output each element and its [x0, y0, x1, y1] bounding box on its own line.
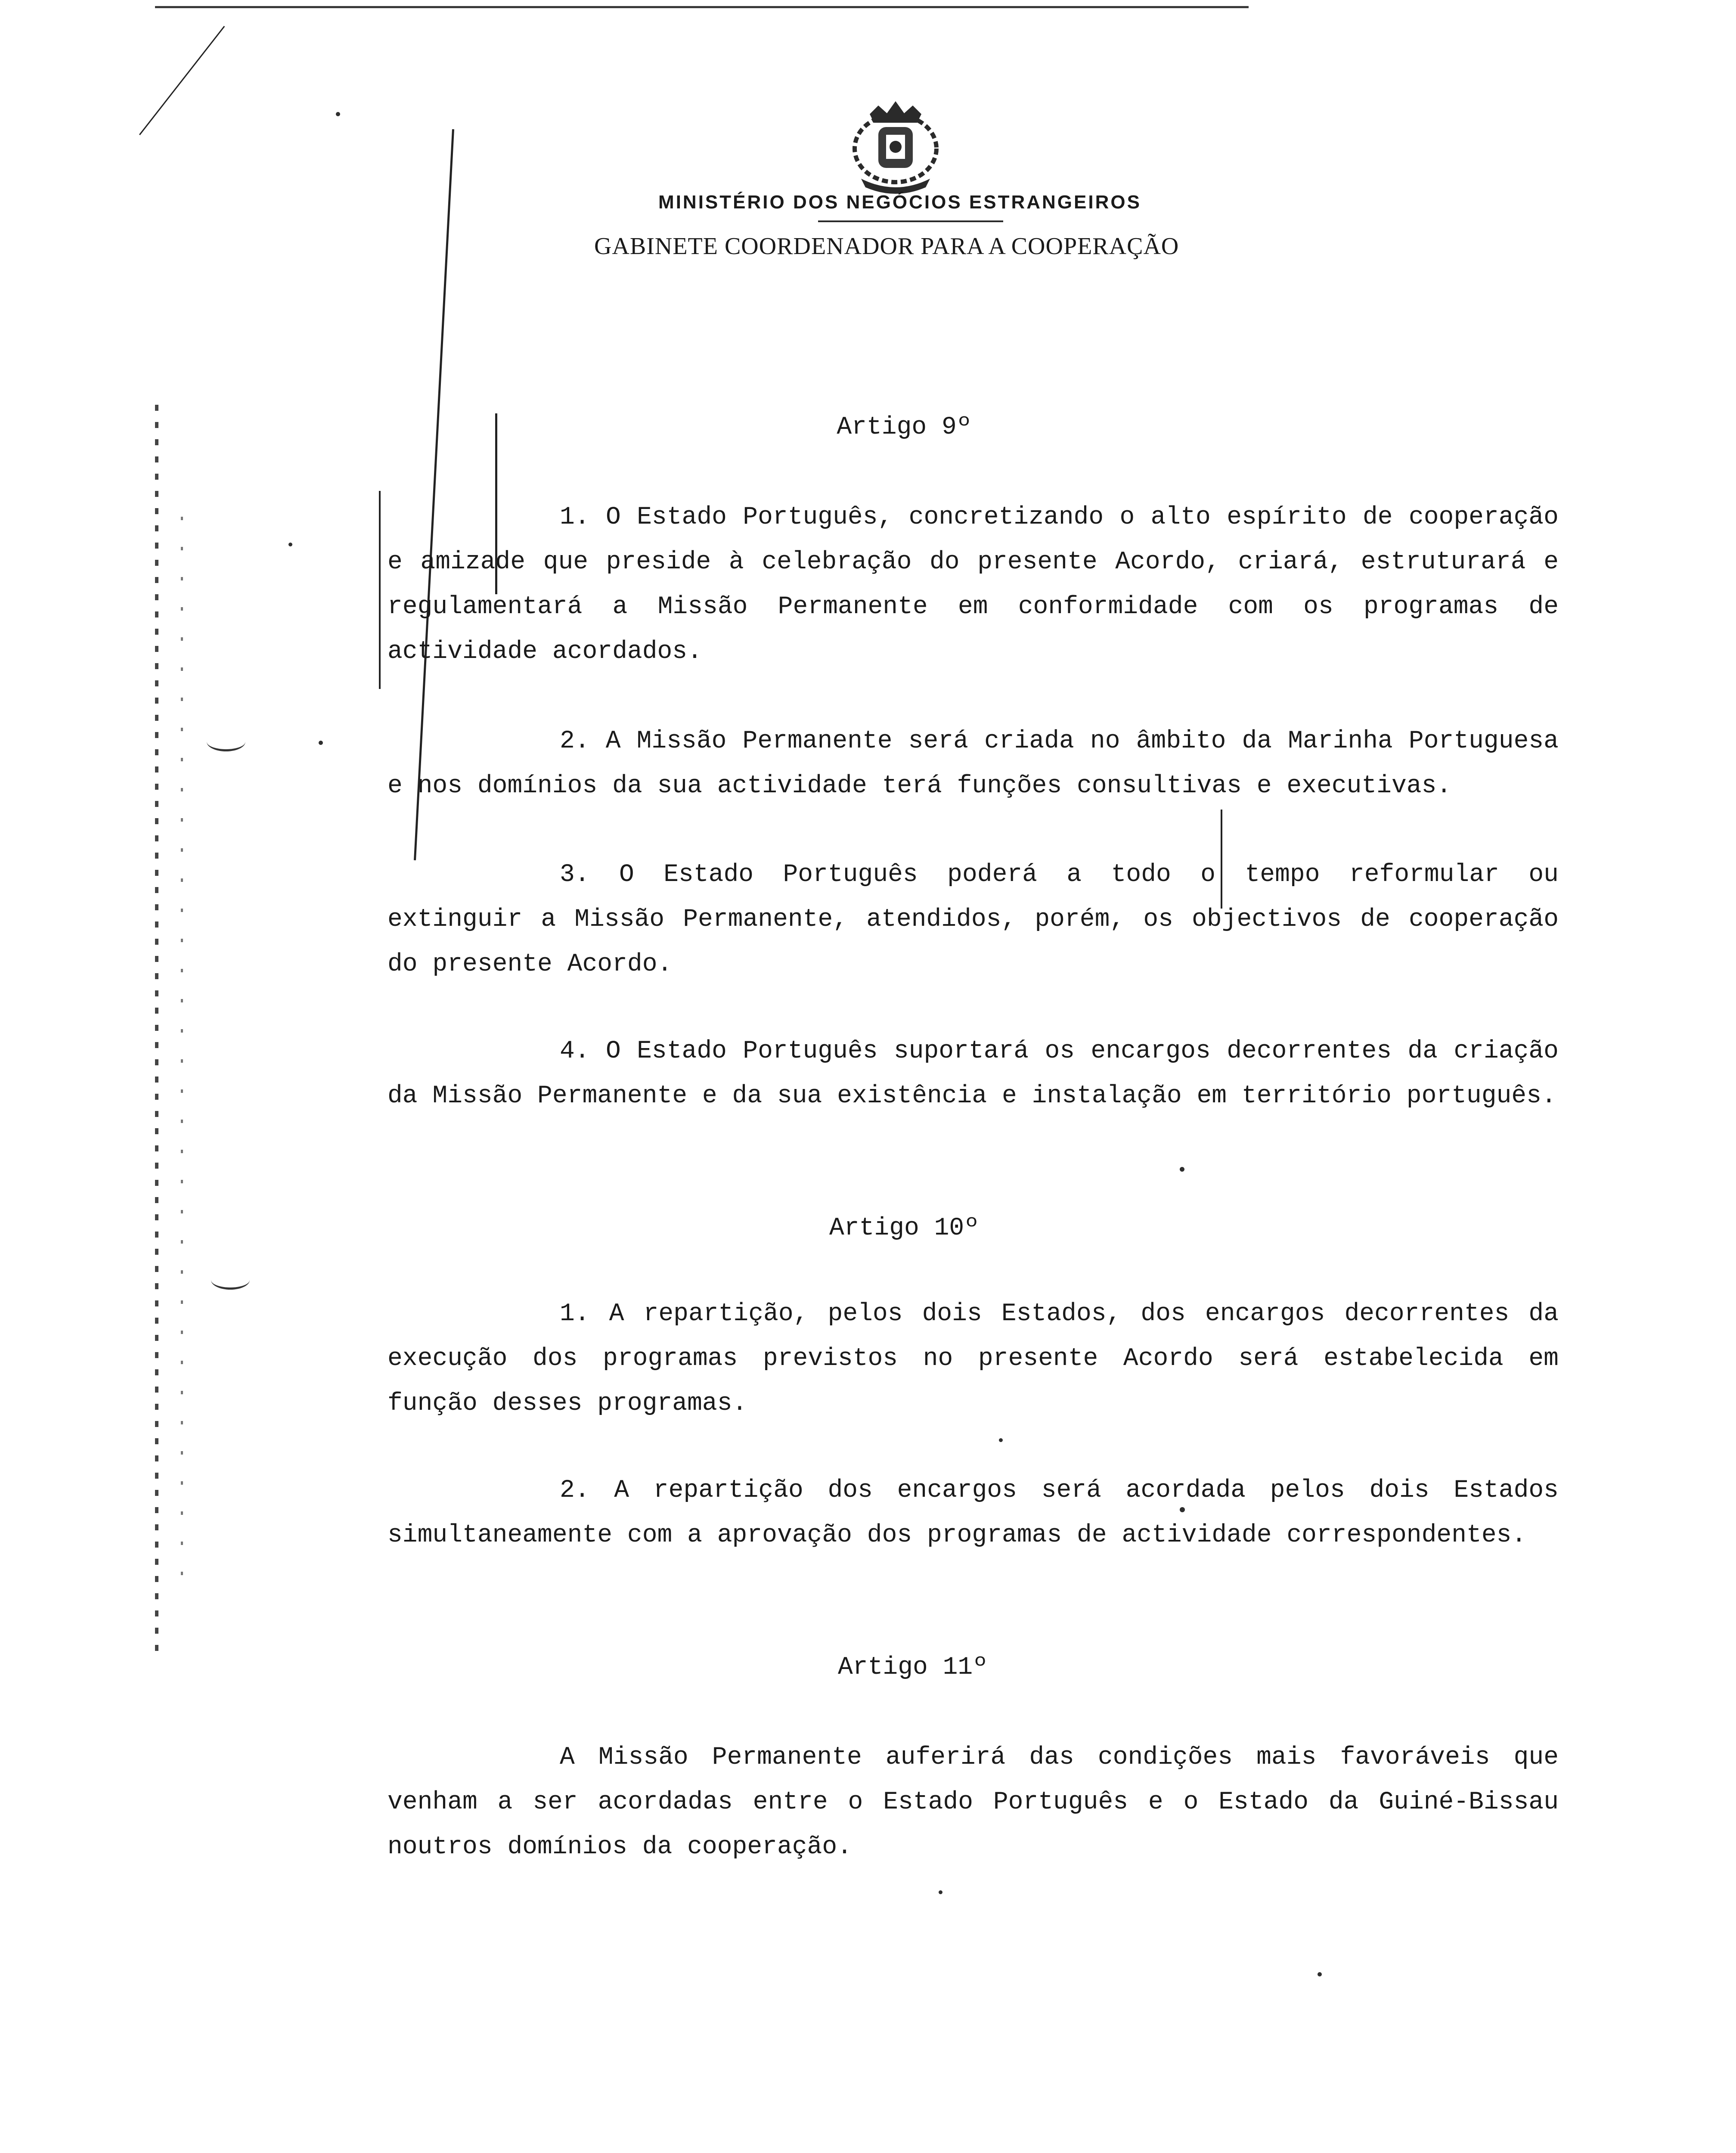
margin-bracket-line — [379, 491, 381, 689]
dust-speck — [1318, 1972, 1322, 1976]
article-11-heading: Artigo 11º — [837, 1654, 988, 1681]
corner-scratch-line — [139, 26, 225, 135]
margin-arc-mark — [207, 732, 245, 751]
dust-speck — [999, 1438, 1003, 1442]
article-10-paragraph-1: 1. A repartição, pelos dois Estados, dos encargos decorrentes da execução dos programas previstos no presente Acordo será estabelecida em função desses programas. — [388, 1300, 1559, 1418]
coat-of-arms-icon — [835, 97, 956, 196]
margin-arc-mark — [211, 1270, 250, 1290]
top-border-line — [155, 6, 1249, 8]
article-10-heading: Artigo 10º — [829, 1214, 980, 1242]
dust-speck — [288, 543, 292, 546]
dust-speck — [336, 112, 340, 116]
article-9-paragraph-1: 1. O Estado Português, concretizando o alto espírito de cooperação e amizade que preside à celebração do presente Acordo, criará, estruturará e regulamentará a Missão Permanente em conformidade com os programas de actividade acordados. — [388, 503, 1559, 666]
article-9-paragraph-3: 3. O Estado Português poderá a todo o tempo reformular ou extinguir a Missão Permanente, atendidos, porém, os objectivos de cooperação do presente Acordo. — [388, 861, 1559, 978]
ministry-title: MINISTÉRIO DOS NEGÓCIOS ESTRANGEIROS — [658, 192, 1141, 213]
scan-margin-artifact — [155, 405, 158, 1654]
dust-speck — [939, 1890, 942, 1894]
article-10-paragraph-2: 2. A repartição dos encargos será acordada pelos dois Estados simultaneamente com a aprovação dos programas de actividade correspondentes. — [388, 1477, 1559, 1549]
scan-margin-artifact-secondary — [181, 517, 183, 1593]
article-9-paragraph-4: 4. O Estado Português suportará os encargos decorrentes da criação da Missão Permanente e da sua existência e instalação em território português. — [388, 1037, 1559, 1110]
ministry-title-underline — [818, 220, 1003, 222]
article-11-paragraph-1: A Missão Permanente auferirá das condições mais favoráveis que venham a ser acordadas entre o Estado Português e o Estado da Guiné-Bissau noutros domínios da cooperação. — [388, 1743, 1559, 1861]
article-9-paragraph-2: 2. A Missão Permanente será criada no âmbito da Marinha Portuguesa e nos domínios da sua actividade terá funções consultivas e executivas. — [388, 727, 1559, 800]
cabinet-title: GABINETE COORDENADOR PARA A COOPERAÇÃO — [594, 233, 1179, 260]
article-9-heading: Artigo 9º — [837, 413, 972, 441]
dust-speck — [1180, 1167, 1184, 1172]
dust-speck — [319, 741, 323, 745]
